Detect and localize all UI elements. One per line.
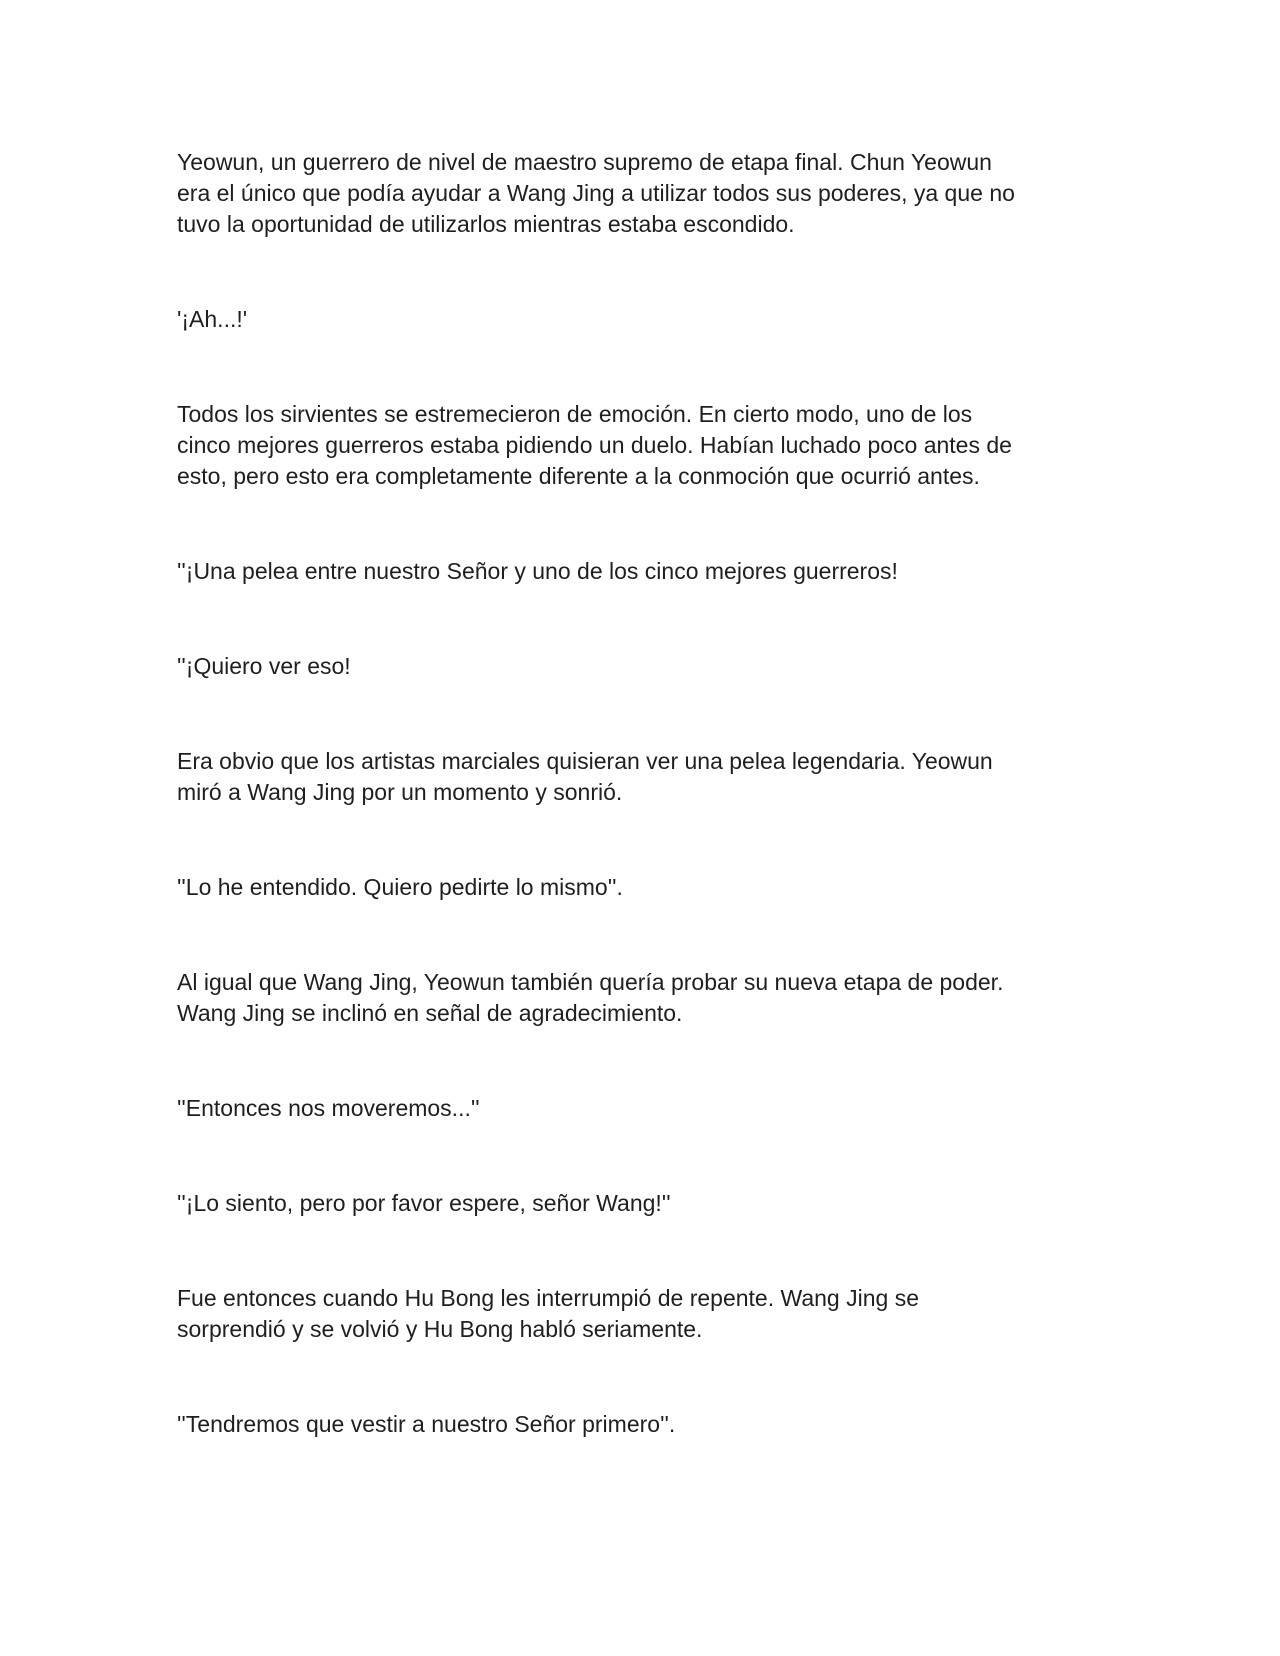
document-body [177,147,1097,1440]
paragraph-7: ''Lo he entendido. Quiero pedirte lo mismo''. [177,874,623,900]
paragraph-spacer [177,335,1097,399]
paragraph-spacer [177,1219,1097,1283]
paragraph-4: ''¡Una pelea entre nuestro Señor y uno de los cinco mejores guerreros! [177,558,898,584]
paragraph-12: ''Tendremos que vestir a nuestro Señor primero''. [177,1411,676,1437]
paragraph-spacer [177,587,1097,651]
paragraph-9: ''Entonces nos moveremos...'' [177,1095,480,1121]
paragraph-spacer [177,903,1097,967]
paragraph-spacer [177,492,1097,556]
paragraph-5: ''¡Quiero ver eso! [177,653,351,679]
paragraph-11: Fue entonces cuando Hu Bong les interrumpió de repente. Wang Jing se sorprendió y se volvió y Hu Bong habló seriamente. [177,1285,919,1342]
paragraph-2: '¡Ah...!' [177,306,248,332]
paragraph-spacer [177,682,1097,746]
paragraph-spacer [177,1124,1097,1188]
paragraph-spacer [177,240,1097,304]
paragraph-6: Era obvio que los artistas marciales quisieran ver una pelea legendaria. Yeowun miró a Wang Jing por un momento y sonrió. [177,748,993,805]
paragraph-8: Al igual que Wang Jing, Yeowun también quería probar su nueva etapa de poder. Wang Jing se inclinó en señal de agradecimiento. [177,969,1004,1026]
paragraph-3: Todos los sirvientes se estremecieron de emoción. En cierto modo, uno de los cinco mejores guerreros estaba pidiendo un duelo. Habían luchado poco antes de esto, pero esto era completamente diferente a la conmoción que ocurrió antes. [177,401,1012,489]
paragraph-10: ''¡Lo siento, pero por favor espere, señor Wang!'' [177,1190,671,1216]
paragraph-spacer [177,808,1097,872]
paragraph-1: Yeowun, un guerrero de nivel de maestro supremo de etapa final. Chun Yeowun era el único que podía ayudar a Wang Jing a utilizar todos sus poderes, ya que no tuvo la oportunidad de utilizarlos mientras estaba escondido. [177,149,1015,237]
paragraph-spacer [177,1029,1097,1093]
paragraph-spacer [177,1345,1097,1409]
